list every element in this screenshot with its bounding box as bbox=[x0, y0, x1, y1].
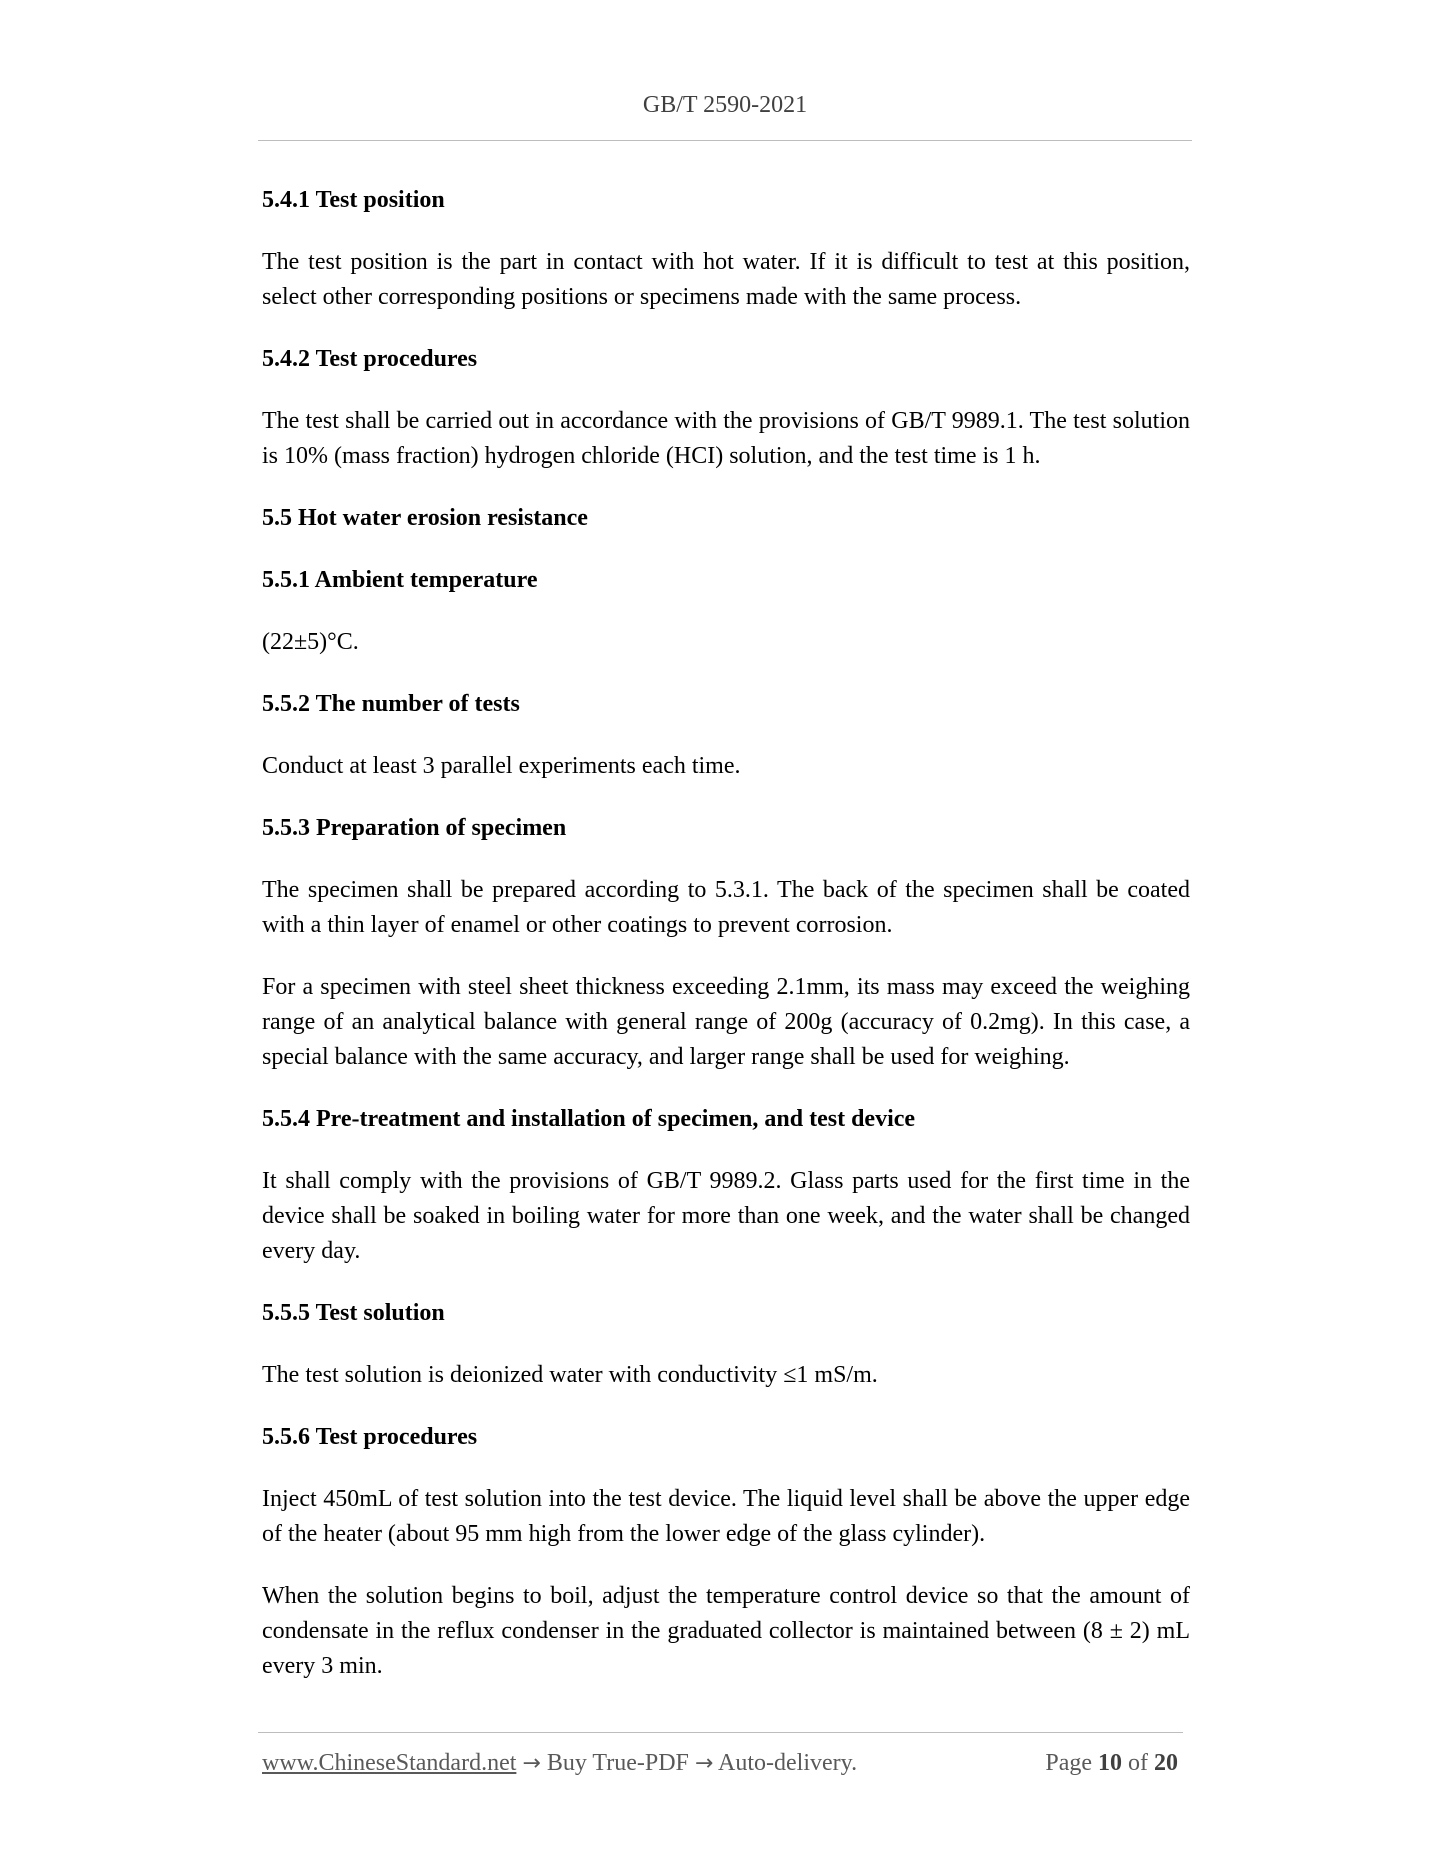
paragraph-inject-solution: Inject 450mL of test solution into the test device. The liquid level shall be above the upper edge of the heater (about 95 mm high from the lower edge of the glass cylinder). bbox=[262, 1486, 1190, 1547]
paragraph-test-solution: The test solution is deionized water with conductivity ≤1 mS/m. bbox=[262, 1362, 878, 1388]
section-heading-5-5-6: 5.5.6 Test procedures bbox=[262, 1424, 478, 1450]
paragraph-number-of-tests: Conduct at least 3 parallel experiments each time. bbox=[262, 753, 741, 779]
auto-delivery-text: Auto-delivery. bbox=[718, 1750, 858, 1776]
header-divider bbox=[258, 140, 1192, 141]
page-number bbox=[1045, 1750, 1178, 1777]
paragraph-pretreatment: It shall comply with the provisions of GB/T 9989.2. Glass parts used for the first time in the device shall be soaked in boiling water for more than one week, and the water shall be changed every day. bbox=[262, 1168, 1190, 1264]
page-label: Page bbox=[1045, 1750, 1092, 1776]
paragraph-specimen-thickness: For a specimen with steel sheet thickness exceeding 2.1mm, its mass may exceed the weighing range of an analytical balance with general range of 200g (accuracy of 0.2mg). In this case, a special balance with the same accuracy, and larger range shall be used for weighing. bbox=[262, 974, 1190, 1070]
page-header-title: GB/T 2590-2021 bbox=[642, 92, 808, 118]
section-heading-5-5-3: 5.5.3 Preparation of specimen bbox=[262, 815, 567, 841]
section-heading-5-5-4: 5.5.4 Pre-treatment and installation of specimen, and test device bbox=[262, 1106, 916, 1132]
section-heading-5-4-1: 5.4.1 Test position bbox=[262, 187, 445, 213]
arrow-right-icon: → bbox=[522, 1751, 541, 1776]
paragraph-specimen-preparation: The specimen shall be prepared according to 5.3.1. The back of the specimen shall be coated with a thin layer of enamel or other coatings to prevent corrosion. bbox=[262, 877, 1190, 938]
section-heading-5-5-2: 5.5.2 The number of tests bbox=[262, 691, 520, 717]
footer-divider bbox=[258, 1732, 1183, 1733]
buy-pdf-text: Buy True-PDF bbox=[546, 1750, 689, 1776]
paragraph-boiling-adjustment: When the solution begins to boil, adjust the temperature control device so that the amount of condensate in the reflux condenser in the graduated collector is maintained between (8 ± 2) mL every 3 min. bbox=[262, 1583, 1190, 1679]
paragraph-ambient-temperature: (22±5)°C. bbox=[262, 629, 359, 655]
footer-promo bbox=[262, 1750, 857, 1777]
paragraph-test-position: The test position is the part in contact with hot water. If it is difficult to test at this position, select other corresponding positions or specimens made with the same process. bbox=[262, 249, 1190, 310]
section-heading-5-5: 5.5 Hot water erosion resistance bbox=[262, 505, 588, 531]
arrow-right-icon: → bbox=[694, 1751, 714, 1776]
website-link[interactable]: www.ChineseStandard.net bbox=[262, 1750, 517, 1776]
paragraph-test-procedures: The test shall be carried out in accordance with the provisions of GB/T 9989.1. The test solution is 10% (mass fraction) hydrogen chloride (HCI) solution, and the test time is 1 h. bbox=[262, 408, 1190, 469]
page-current: 10 bbox=[1098, 1750, 1122, 1776]
section-heading-5-5-5: 5.5.5 Test solution bbox=[262, 1300, 445, 1326]
page-total: 20 bbox=[1154, 1750, 1178, 1776]
section-heading-5-4-2: 5.4.2 Test procedures bbox=[262, 346, 478, 372]
document-body bbox=[262, 183, 1190, 1711]
page-of-label: of bbox=[1128, 1750, 1148, 1776]
section-heading-5-5-1: 5.5.1 Ambient temperature bbox=[262, 567, 538, 593]
